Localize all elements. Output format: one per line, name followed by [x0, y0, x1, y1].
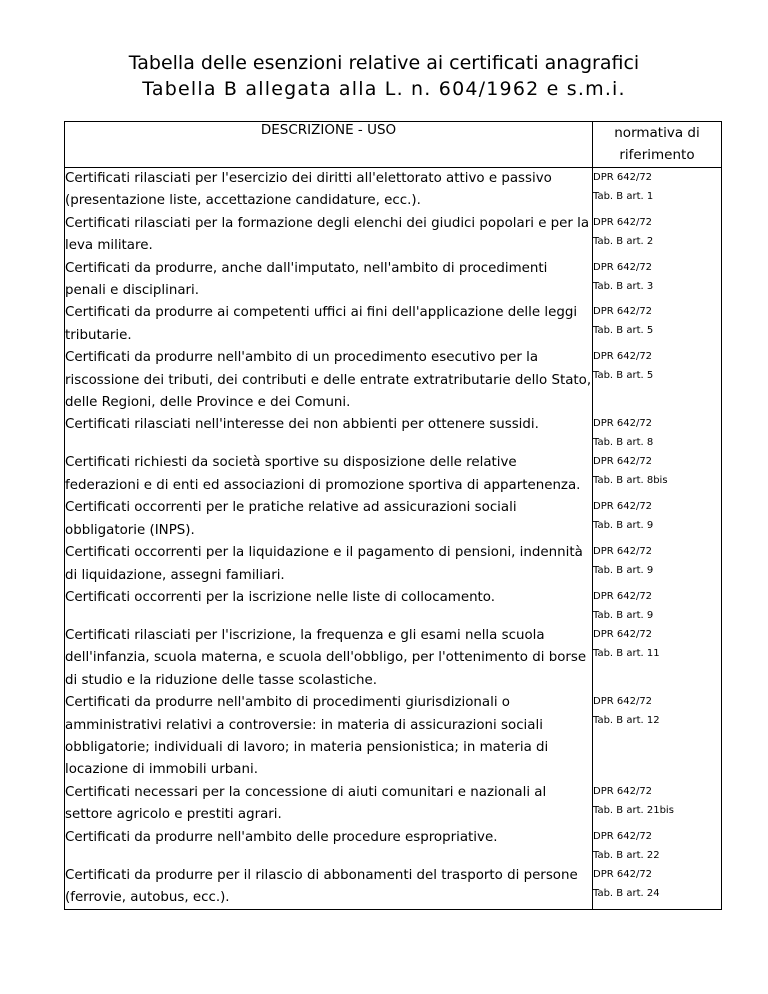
row-decree: DPR 642/72 [593, 172, 653, 183]
table-row [65, 865, 722, 910]
row-reference [593, 497, 722, 542]
table-row [65, 302, 722, 347]
row-decree: DPR 642/72 [593, 830, 653, 842]
row-description: Certificati rilasciati per l'iscrizione, la frequenza e gli esami nella scuola dell'infanzia, scuola materna, e scuola dell'obbligo, per l'ottenimento di borse di studio e la riduzione delle tasse scolastiche. [65, 625, 593, 692]
row-article: Tab. B art. 22 [593, 849, 660, 861]
row-article: Tab. B art. 9 [593, 565, 654, 577]
row-reference [593, 168, 722, 213]
row-article: Tab. B art. 9 [593, 520, 654, 532]
norm-header-line-1: normativa di [614, 125, 700, 141]
row-reference [593, 692, 722, 782]
table-row [65, 213, 722, 258]
row-article: Tab. B art. 24 [593, 887, 660, 899]
row-description: Certificati rilasciati per l'esercizio dei diritti all'elettorato attivo e passivo (presentazione liste, accettazione candidature, ecc.). [65, 168, 593, 213]
table-row [65, 347, 722, 414]
table-header-row [65, 122, 722, 168]
table-row [65, 168, 722, 213]
row-decree: DPR 642/72 [593, 590, 653, 602]
row-article: Tab. B art. 3 [593, 280, 654, 292]
table-row [65, 587, 722, 625]
row-decree: DPR 642/72 [593, 868, 653, 880]
row-decree: DPR 642/72 [593, 216, 653, 228]
row-article: Tab. B art. 8 [593, 437, 654, 449]
table-row [65, 414, 722, 452]
row-reference [593, 542, 722, 587]
row-decree: DPR 642/72 [593, 546, 653, 558]
table-row [65, 497, 722, 542]
table-row [65, 542, 722, 587]
row-description: Certificati necessari per la concessione di aiuti comunitari e nazionali al settore agricolo e prestiti agrari. [65, 782, 593, 827]
row-description: Certificati rilasciati per la formazione degli elenchi dei giudici popolari e per la leva militare. [65, 213, 593, 258]
exemptions-table [64, 121, 722, 910]
row-decree: DPR 642/72 [593, 418, 653, 430]
row-article: Tab. B art. 1 [593, 191, 654, 202]
row-decree: DPR 642/72 [593, 351, 653, 363]
table-row [65, 827, 722, 865]
norm-column-header [593, 122, 722, 168]
page-title: Tabella delle esenzioni relative ai certificati anagrafici [128, 52, 640, 74]
table-row [65, 782, 722, 827]
row-reference [593, 452, 722, 497]
row-description: Certificati da produrre nell'ambito di procedimenti giurisdizionali o amministrativi relativi a controversie: in materia di assicurazioni sociali obbligatorie; individuali di lavoro; in materia pensionistica; in materia di locazione di immobili urbani. [65, 692, 593, 782]
row-article: Tab. B art. 5 [593, 325, 654, 337]
row-article: Tab. B art. 5 [593, 370, 654, 382]
row-article: Tab. B art. 8bis [593, 475, 668, 487]
row-reference [593, 625, 722, 692]
row-reference [593, 213, 722, 258]
row-description: Certificati occorrenti per la iscrizione nelle liste di collocamento. [65, 587, 593, 625]
row-reference [593, 347, 722, 414]
row-description: Certificati da produrre, anche dall'imputato, nell'ambito di procedimenti penali e disciplinari. [65, 258, 593, 303]
norm-header-line-2: riferimento [619, 147, 695, 163]
table-row [65, 258, 722, 303]
table-row [65, 452, 722, 497]
row-reference [593, 414, 722, 452]
row-article: Tab. B art. 11 [593, 647, 660, 659]
row-reference [593, 782, 722, 827]
row-article: Tab. B art. 12 [593, 715, 660, 727]
row-article: Tab. B art. 21bis [593, 804, 674, 816]
row-decree: DPR 642/72 [593, 785, 653, 797]
row-decree: DPR 642/72 [593, 456, 653, 468]
row-decree: DPR 642/72 [593, 261, 653, 273]
row-description: Certificati richiesti da società sportive su disposizione delle relative federazioni e di enti ed associazioni di promozione sportiva di appartenenza. [65, 452, 593, 497]
page-subtitle: Tabella B allegata alla L. n. 604/1962 e s.m.i. [142, 78, 626, 100]
row-description: Certificati da produrre per il rilascio di abbonamenti del trasporto di persone (ferrovie, autobus, ecc.). [65, 865, 593, 910]
row-description: Certificati occorrenti per le pratiche relative ad assicurazioni sociali obbligatorie (INPS). [65, 497, 593, 542]
description-column-header: DESCRIZIONE - USO [65, 122, 593, 168]
row-reference [593, 587, 722, 625]
row-decree: DPR 642/72 [593, 696, 653, 708]
table-row [65, 692, 722, 782]
row-description: Certificati occorrenti per la liquidazione e il pagamento di pensioni, indennità di liquidazione, assegni familiari. [65, 542, 593, 587]
row-reference [593, 258, 722, 303]
row-decree: DPR 642/72 [593, 306, 653, 318]
row-article: Tab. B art. 9 [593, 609, 654, 621]
row-decree: DPR 642/72 [593, 501, 653, 513]
row-article: Tab. B art. 2 [593, 235, 654, 247]
row-description: Certificati da produrre nell'ambito di un procedimento esecutivo per la riscossione dei tributi, dei contributi e delle entrate extratributarie dello Stato, delle Regioni, delle Province e dei Comuni. [65, 347, 593, 414]
row-description: Certificati da produrre nell'ambito delle procedure espropriative. [65, 827, 593, 865]
row-description: Certificati rilasciati nell'interesse dei non abbienti per ottenere sussidi. [65, 414, 593, 452]
row-description: Certificati da produrre ai competenti uffici ai fini dell'applicazione delle leggi tributarie. [65, 302, 593, 347]
table-row [65, 625, 722, 692]
row-decree: DPR 642/72 [593, 628, 653, 640]
row-reference [593, 865, 722, 910]
row-reference [593, 302, 722, 347]
row-reference [593, 827, 722, 865]
